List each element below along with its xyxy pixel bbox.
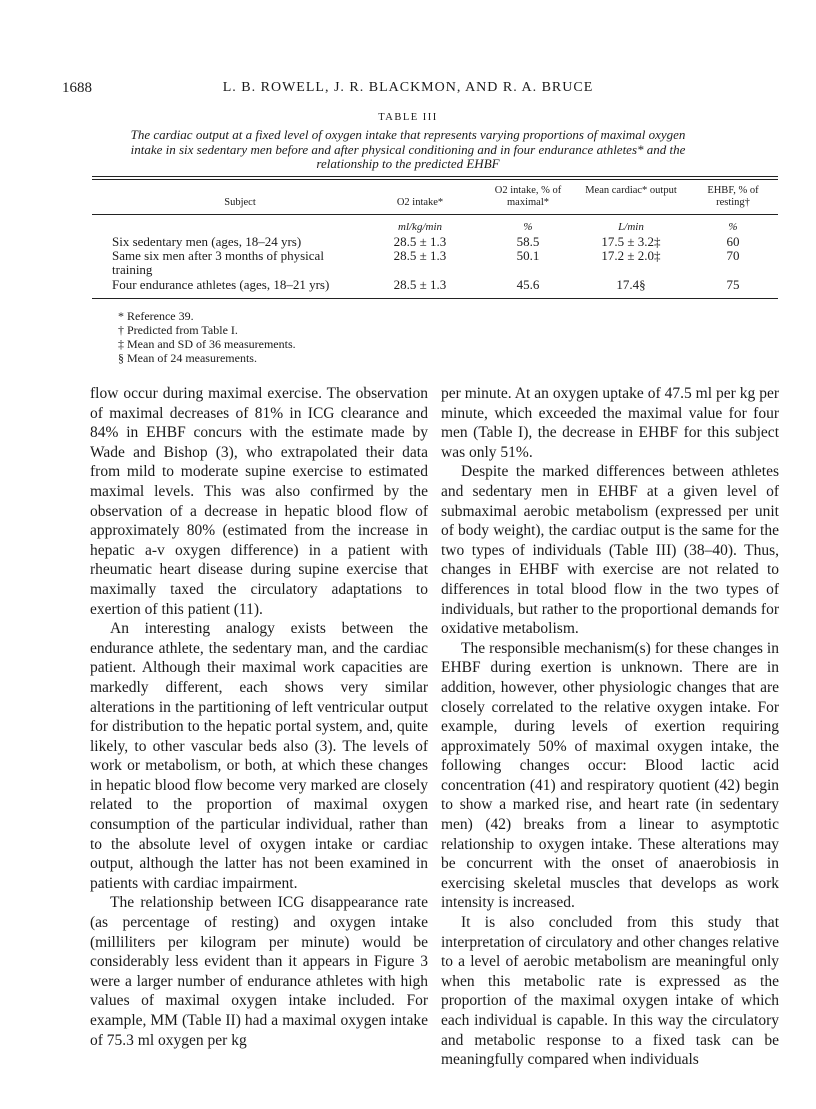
row1-o2-percent: 58.5: [516, 234, 540, 249]
unit-cardiac-output: L/min: [618, 221, 644, 233]
paragraph: Despite the marked differences between athletes and sedentary men in EHBF at a given level of submaximal aerobic metabolism (expressed per unit of body weight), the cardiac output is the same for the two types of individuals (Table III) (38–40). Thus, changes in EHBF with exercise are not related to differences in total blood flow in the two types of individuals, but rather to the proportional demands for oxidative metabolism.: [441, 463, 779, 638]
col-header-o2-percent-max: O2 intake, % of maximal*: [494, 185, 562, 208]
running-head-authors: L. B. ROWELL, J. R. BLACKMON, AND R. A. BRUCE: [222, 80, 594, 95]
table-top-rule-double: [92, 179, 778, 180]
row2-cardiac-output: 17.2 ± 2.0‡: [601, 248, 661, 263]
table-top-rule: [92, 176, 778, 177]
paragraph: per minute. At an oxygen uptake of 47.5 ml per kg per minute, which exceeded the maximal value for four men (Table I), the decrease in EHBF for this subject was only 51%.: [441, 385, 779, 461]
row1-subject: Six sedentary men (ages, 18–24 yrs): [112, 234, 302, 249]
unit-ehbf: %: [728, 221, 738, 233]
row3-ehbf: 75: [726, 277, 740, 292]
col-header-ehbf: EHBF, % of resting†: [707, 185, 759, 208]
paragraph: The responsible mechanism(s) for these changes in EHBF during exertion is unknown. There are in addition, however, other physiologic changes that are closely correlated to the relative oxygen intake. For example, during levels of exertion requiring approximately 50% of maximal oxygen intake, the following changes occur: Blood lactic acid concentration (41) and respiratory quotient (42) begin to show a marked rise, and heart rate (in sedentary men) (42) breaks from a linear to asymptotic relationship to oxygen intake. These alterations may be concurrent with the onset of anaerobiosis in exercising skeletal muscles that develops as work intensity is increased.: [441, 639, 779, 912]
paragraph: The relationship between ICG disappearance rate (as percentage of resting) and oxygen intake (milliliters per kilogram per minute) would be considerably less evident than it appears in Figure 3 were a larger number of endurance athletes with high values of maximal oxygen intake included. For example, MM (Table II) had a maximal oxygen intake of 75.3 ml oxygen per kg: [90, 894, 428, 1049]
table-bottom-rule: [92, 298, 778, 299]
body-column-right: [441, 384, 779, 1070]
row2-subject: Same six men after 3 months of physical training: [112, 248, 324, 277]
row3-o2-percent: 45.6: [516, 277, 540, 292]
row1-ehbf: 60: [726, 234, 740, 249]
row3-subject: Four endurance athletes (ages, 18–21 yrs): [112, 277, 330, 292]
table-footnote: ‡ Mean and SD of 36 measurements.: [118, 337, 296, 351]
table-footnote: * Reference 39.: [118, 309, 194, 323]
row1-cardiac-output: 17.5 ± 3.2‡: [601, 234, 661, 249]
table-label: TABLE III: [378, 112, 438, 123]
paragraph: It is also concluded from this study that interpretation of circulatory and other changes relative to a level of aerobic metabolism are meaningful only when this metabolic rate is expressed as the proportion of the maximal oxygen intake of which each individual is capable. In this way the circulatory and metabolic response to a fixed task can be meaningfully compared when individuals: [441, 914, 779, 1069]
row2-o2-percent: 50.1: [516, 248, 540, 263]
unit-o2-percent-max: %: [523, 221, 533, 233]
row1-o2-intake: 28.5 ± 1.3: [393, 234, 447, 249]
col-header-o2-intake: O2 intake*: [396, 197, 444, 208]
table-caption: The cardiac output at a fixed level of oxygen intake that represents varying proportions of maximal oxygen intake in six sedentary men before and after physical conditioning and in four endurance athletes* and the relationship to the predicted EHBF: [130, 127, 686, 171]
row3-o2-intake: 28.5 ± 1.3: [393, 277, 447, 292]
paragraph: flow occur during maximal exercise. The observation of maximal decreases of 81% in ICG clearance and 84% in EHBF concurs with the estimate made by Wade and Bishop (3), who extrapolated their data from mild to moderate supine exercise to estimated maximal levels. This was also confirmed by the observation of a decrease in hepatic blood flow of approximately 80% (estimated from the increase in hepatic a-v oxygen difference) in a patient with rheumatic heart disease during supine exercise that maximally taxed the circulatory adaptations to exertion of this patient (11).: [90, 385, 428, 618]
row3-cardiac-output: 17.4§: [616, 277, 646, 292]
table-footnote: § Mean of 24 measurements.: [118, 351, 257, 365]
unit-o2-intake: ml/kg/min: [398, 221, 442, 233]
body-column-left: [90, 384, 428, 1050]
paragraph: An interesting analogy exists between the endurance athlete, the sedentary man, and the cardiac patient. Although their maximal work capacities are markedly different, each shows very similar alterations in the partitioning of left ventricular output for distribution to the hepatic portal system, and, quite likely, to other vascular beds also (3). The levels of work or metabolism, or both, at which these changes in hepatic blood flow become very marked are closely related to the proportion of maximal oxygen consumption of the particular individual, rather than to the absolute level of oxygen intake or cardiac output, although the latter has not been examined in patients with cardiac impairment.: [90, 620, 428, 892]
col-header-subject: Subject: [224, 197, 256, 208]
table-header-rule: [92, 214, 778, 215]
row2-ehbf: 70: [726, 248, 740, 263]
table-footnote: † Predicted from Table I.: [118, 323, 238, 337]
col-header-cardiac-output: Mean cardiac* output: [585, 185, 677, 196]
row2-o2-intake: 28.5 ± 1.3: [393, 248, 447, 263]
page-number: 1688: [62, 80, 92, 96]
